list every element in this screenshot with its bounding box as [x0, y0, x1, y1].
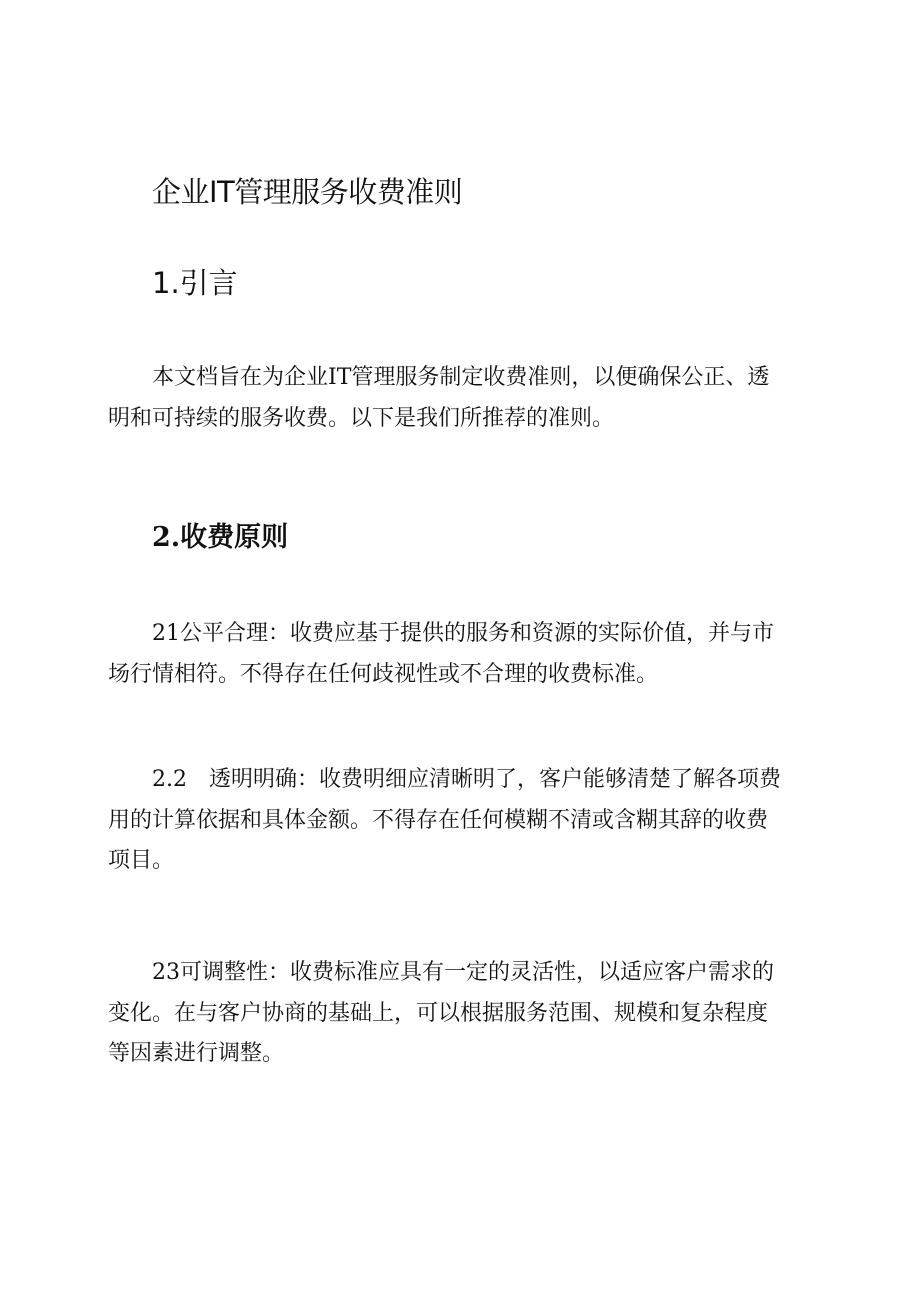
paragraph-line: 项目。 [108, 848, 175, 873]
paragraph-line: 本文档旨在为企业IT管理服务制定收费准则，以便确保公正、透 [152, 365, 770, 390]
section-heading-introduction: 1.引言 [152, 266, 238, 300]
paragraph-line: 2.2 透明明确：收费明细应清晰明了，客户能够清楚了解各项费 [152, 767, 781, 792]
introduction-paragraph [108, 358, 812, 439]
principle-transparency-paragraph [108, 760, 812, 882]
paragraph-line: 用的计算依据和具体金额。不得存在任何模糊不清或含糊其辞的收费 [108, 807, 769, 833]
principle-fair-reasonable-paragraph [108, 614, 812, 695]
document-title: 企业IT管理服务收费准则 [152, 175, 463, 209]
paragraph-line: 等因素进行调整。 [108, 1041, 285, 1066]
section-heading-fee-principles: 2.收费原则 [152, 522, 289, 553]
paragraph-line: 场行情相符。不得存在任何歧视性或不合理的收费标准。 [108, 661, 659, 687]
paragraph-line: 23可调整性：收费标准应具有一定的灵活性，以适应客户需求的 [152, 960, 774, 985]
principle-adjustability-paragraph [108, 953, 812, 1075]
paragraph-line: 变化。在与客户协商的基础上，可以根据服务范围、规模和复杂程度 [108, 1000, 769, 1026]
paragraph-line: 明和可持续的服务收费。以下是我们所推荐的准则。 [108, 405, 615, 431]
paragraph-line: 21公平合理：收费应基于提供的服务和资源的实际价值，并与市 [152, 621, 774, 646]
